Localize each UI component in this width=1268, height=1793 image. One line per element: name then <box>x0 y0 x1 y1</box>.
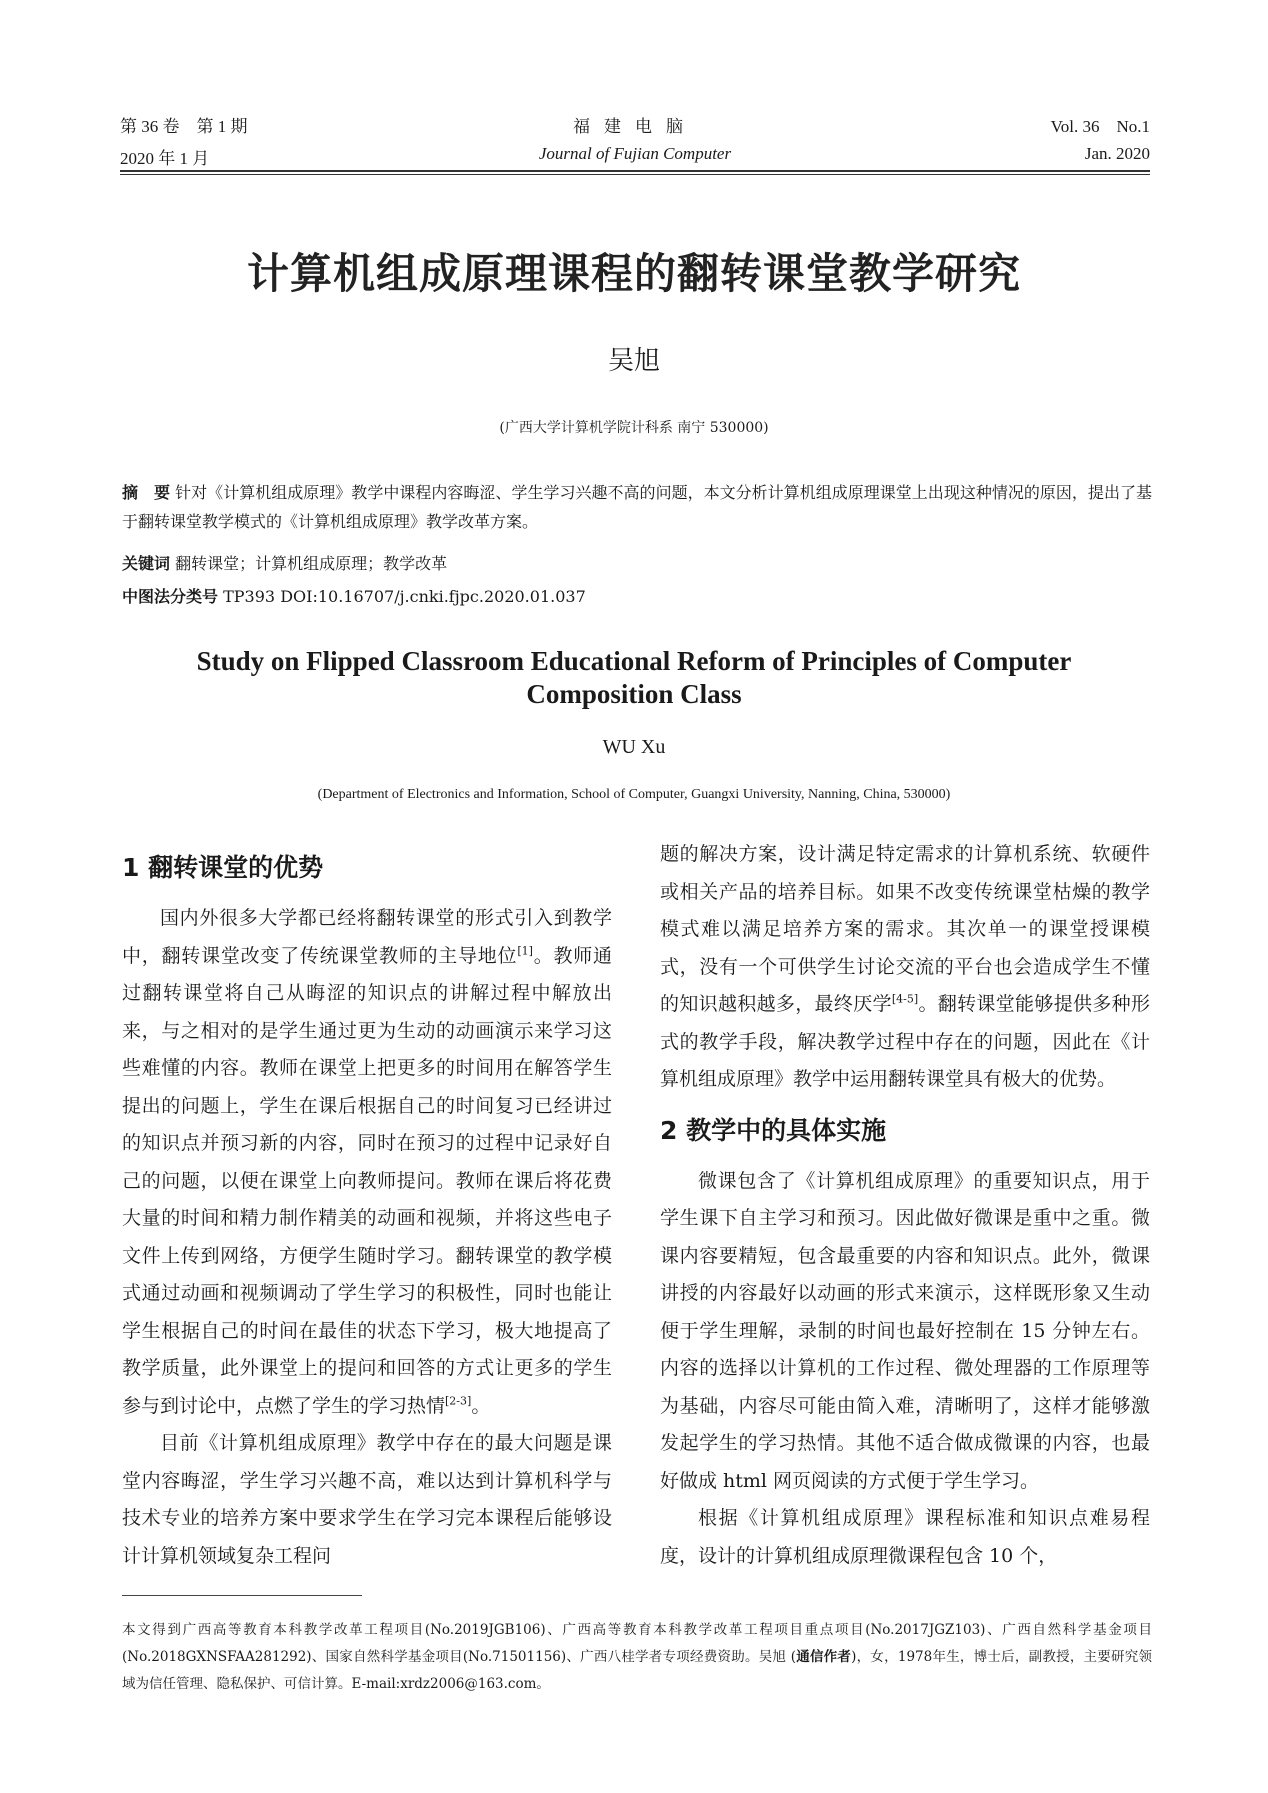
keywords-label: 关键词 <box>122 554 171 573</box>
section-1-paragraph-1: 国内外很多大学都已经将翻转课堂的形式引入到教学中，翻转课堂改变了传统课堂教师的主导地位[1]。教师通过翻转课堂将自己从晦涩的知识点的讲解过程中解放出来，与之相对的是学生通过更为生动的动画演示来学习这些难懂的内容。教师在课堂上把更多的时间用在解答学生提出的问题上，学生在课后根据自己的时间复习已经讲过的知识点并预习新的内容，同时在预习的过程中记录好自己的问题，以便在课堂上向教师提问。教师在课后将花费大量的时间和精力制作精美的动画和视频，并将这些电子文件上传到网络，方便学生随时学习。翻转课堂的教学模式通过动画和视频调动了学生学习的积极性，同时也能让学生根据自己的时间在最佳的状态下学习，极大地提高了教学质量，此外课堂上的提问和回答的方式让更多的学生参与到讨论中，点燃了学生的学习热情[2-3]。 <box>122 907 612 1417</box>
citation: [2-3] <box>445 1394 472 1408</box>
journal-header-row-1 <box>120 112 1150 136</box>
section-1-paragraph-2-continued: 题的解决方案，设计满足特定需求的计算机系统、软硬件或相关产品的培养目标。如果不改变传统课堂枯燥的教学模式难以满足培养方案的需求。其次单一的课堂授课模式，没有一个可供学生讨论交流的平台也会造成学生不懂的知识越积越多，最终厌学[4-5]。翻转课堂能够提供多种形式的教学手段，解决教学过程中存在的问题，因此在《计算机组成原理》教学中运用翻转课堂具有极大的优势。 <box>660 843 1150 1090</box>
section-1-heading: 1 翻转课堂的优势 <box>122 853 324 882</box>
keywords <box>122 549 1152 578</box>
classification <box>122 582 1152 611</box>
section-2-heading: 2 教学中的具体实施 <box>660 1115 887 1145</box>
english-title-line-2: Composition Class <box>526 679 742 709</box>
corresponding-author-label: 通信作者 <box>795 1649 852 1665</box>
classification-code: TP393 <box>223 587 276 606</box>
citation: [4-5] <box>891 992 919 1006</box>
body-column-left <box>122 848 612 1575</box>
section-2-paragraph-2: 根据《计算机组成原理》课程标准和知识点难易程度，设计的计算机组成原理微课程包含 10 个， <box>660 1507 1150 1567</box>
body-column-right <box>660 836 1150 1575</box>
journal-name-en: Journal of Fujian Computer <box>538 144 732 163</box>
english-author: WU Xu <box>602 736 666 758</box>
date-en: Jan. 2020 <box>1084 144 1150 163</box>
english-affiliation: (Department of Electronics and Information, School of Computer, Guangxi University, Nanning, China, 530000) <box>317 787 951 802</box>
keywords-text: 翻转课堂；计算机组成原理；教学改革 <box>175 554 448 573</box>
date-cn: 2020 年 1 月 <box>120 149 210 168</box>
abstract-label: 摘 要 <box>122 483 171 502</box>
citation: [1] <box>517 944 533 958</box>
english-title-line-1: Study on Flipped Classroom Educational Reform of Principles of Computer <box>196 646 1072 676</box>
header-rule-thin <box>120 174 1150 175</box>
volume-issue-cn: 第 36 卷 第 1 期 <box>120 117 248 136</box>
footnote-rule <box>122 1595 362 1596</box>
paper-title: 计算机组成原理课程的翻转课堂教学研究 <box>246 249 1021 298</box>
english-title <box>0 645 1268 711</box>
abstract-text: 针对《计算机组成原理》教学中课程内容晦涩、学生学习兴趣不高的问题，本文分析计算机组成原理课堂上出现这种情况的原因，提出了基于翻转课堂教学模式的《计算机组成原理》教学改革方案。 <box>122 483 1152 531</box>
section-2-paragraph-1: 微课包含了《计算机组成原理》的重要知识点，用于学生课下自主学习和预习。因此做好微课是重中之重。微课内容要精短，包含最重要的内容和知识点。此外，微课讲授的内容最好以动画的形式来演示，这样既形象又生动便于学生理解，录制的时间也最好控制在 15 分钟左右。内容的选择以计算机的工作过程、微处理器的工作原理等为基础，内容尽可能由简入难，清晰明了，这样才能够激发起学生的学习热情。其他不适合做成微课的内容，也最好做成 html 网页阅读的方式便于学生学习。 <box>660 1169 1150 1492</box>
journal-header-row-2 <box>120 144 1150 168</box>
abstract <box>122 478 1152 536</box>
header-rule-thick <box>120 170 1150 172</box>
funding-footnote: 本文得到广西高等教育本科教学改革工程项目(No.2019JGB106)、广西高等教育本科教学改革工程项目重点项目(No.2017JGZ103)、广西自然科学基金项目(No.2018GXNSFAA281292)、国家自然科学基金项目(No.71501156)、广西八桂学者专项经费资助。吴旭 (通信作者)，女，1978年生，博士后，副教授，主要研究领域为信任管理、隐私保护、可信计算。E-mail:xrdz2006@163.com。 <box>122 1622 1153 1692</box>
journal-name-cn: 福建电脑 <box>573 117 697 136</box>
doi: DOI:10.16707/j.cnki.fjpc.2020.01.037 <box>280 587 586 606</box>
affiliation: (广西大学计算机学院计科系 南宁 530000) <box>499 420 769 436</box>
classification-label: 中图法分类号 <box>122 587 219 606</box>
section-1-paragraph-2: 目前《计算机组成原理》教学中存在的最大问题是课堂内容晦涩，学生学习兴趣不高，难以达到计算机科学与技术专业的培养方案中要求学生在学习完本课程后能够设计计算机领域复杂工程问 <box>122 1432 612 1567</box>
author-name: 吴旭 <box>607 346 660 376</box>
volume-issue-en: Vol. 36 No.1 <box>1050 117 1150 136</box>
